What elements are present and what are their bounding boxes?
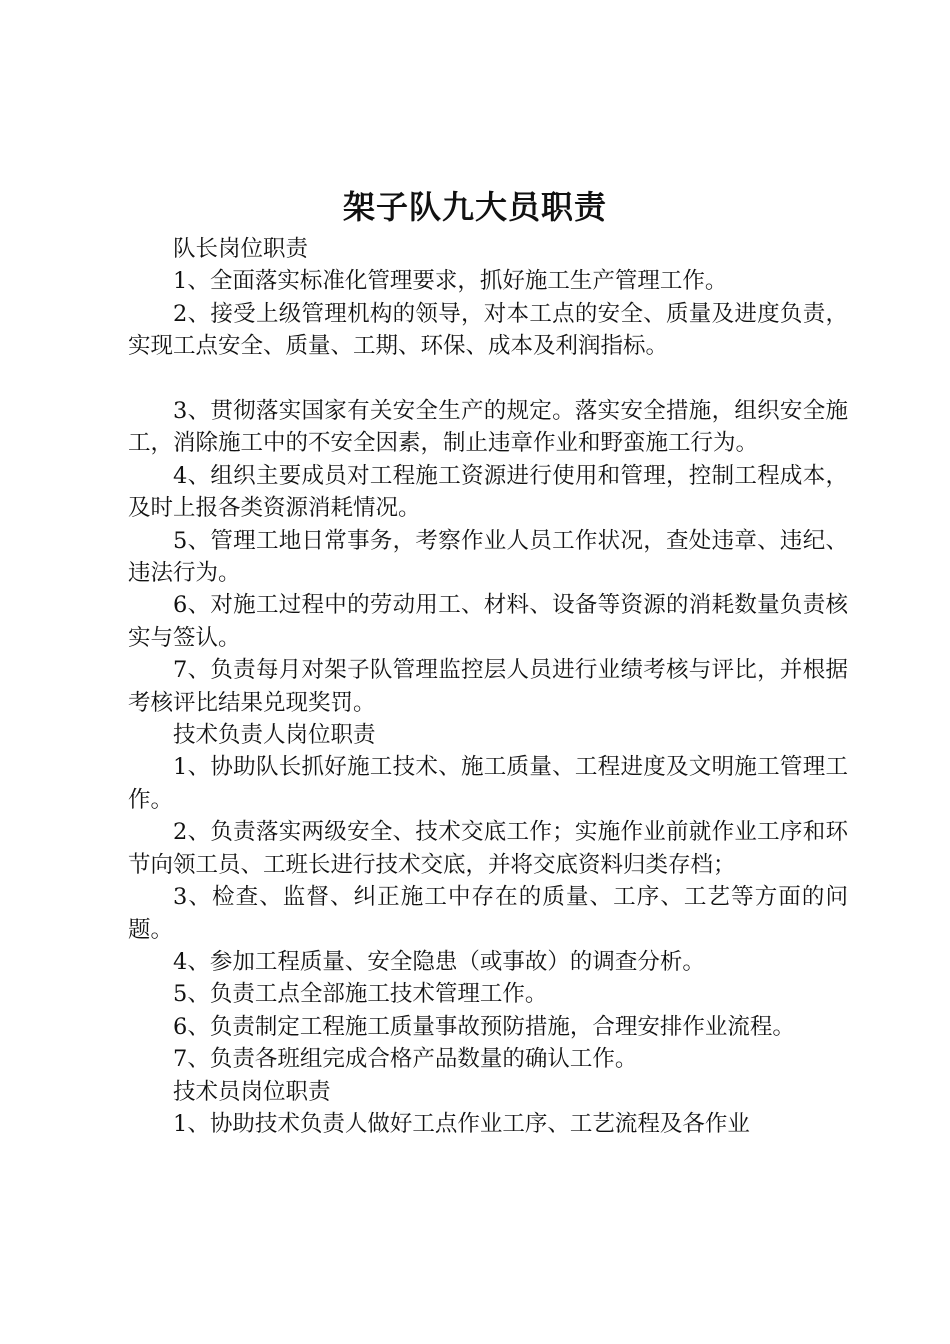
blank-line: [128, 363, 848, 395]
captain-duty-5: 5、管理工地日常事务，考察作业人员工作状况，查处违章、违纪、违法行为。: [128, 527, 848, 587]
technical-lead-duty-4: 4、参加工程质量、安全隐患（或事故）的调查分析。: [173, 948, 705, 975]
technical-lead-duty-3: 3、检查、监督、纠正施工中存在的质量、工序、工艺等方面的问题。: [128, 884, 848, 943]
captain-duty-3: 3、贯彻落实国家有关安全生产的规定。落实安全措施，组织安全施工，消除施工中的不安全因素，制止违章作业和野蛮施工行为。: [128, 398, 848, 457]
section-heading-technician: 技术员岗位职责: [173, 1078, 331, 1105]
captain-duty-1: 1、全面落实标准化管理要求，抓好施工生产管理工作。: [173, 268, 728, 295]
captain-duty-6: 6、对施工过程中的劳动用工、材料、设备等资源的消耗数量负责核实与签认。: [128, 592, 848, 651]
captain-duty-7: 7、负责每月对架子队管理监控层人员进行业绩考核与评比，并根据考核评比结果兑现奖罚。: [128, 657, 848, 716]
document-body: [128, 233, 848, 1140]
captain-duty-2: 2、接受上级管理机构的领导，对本工点的安全、质量及进度负责，实现工点安全、质量、工期、环保、成本及利润指标。: [128, 300, 848, 360]
section-heading-captain: 队长岗位职责: [173, 236, 309, 262]
technical-lead-duty-6: 6、负责制定工程施工质量事故预防措施，合理安排作业流程。: [173, 1013, 795, 1040]
technician-duty-1: 1、协助技术负责人做好工点作业工序、工艺流程及各作业: [173, 1110, 750, 1137]
document-title: 架子队九大员职责: [342, 188, 607, 226]
technical-lead-duty-2: 2、负责落实两级安全、技术交底工作；实施作业前就作业工序和环节向领工员、工班长进行技术交底，并将交底资料归类存档；: [128, 819, 848, 878]
technical-lead-duty-1: 1、协助队长抓好施工技术、施工质量、工程进度及文明施工管理工作。: [128, 754, 848, 813]
technical-lead-duty-7: 7、负责各班组完成合格产品数量的确认工作。: [173, 1046, 638, 1073]
captain-duty-4: 4、组织主要成员对工程施工资源进行使用和管理，控制工程成本，及时上报各类资源消耗情况。: [128, 462, 848, 522]
section-heading-technical-lead: 技术负责人岗位职责: [173, 722, 376, 749]
technical-lead-duty-5: 5、负责工点全部施工技术管理工作。: [173, 981, 548, 1008]
